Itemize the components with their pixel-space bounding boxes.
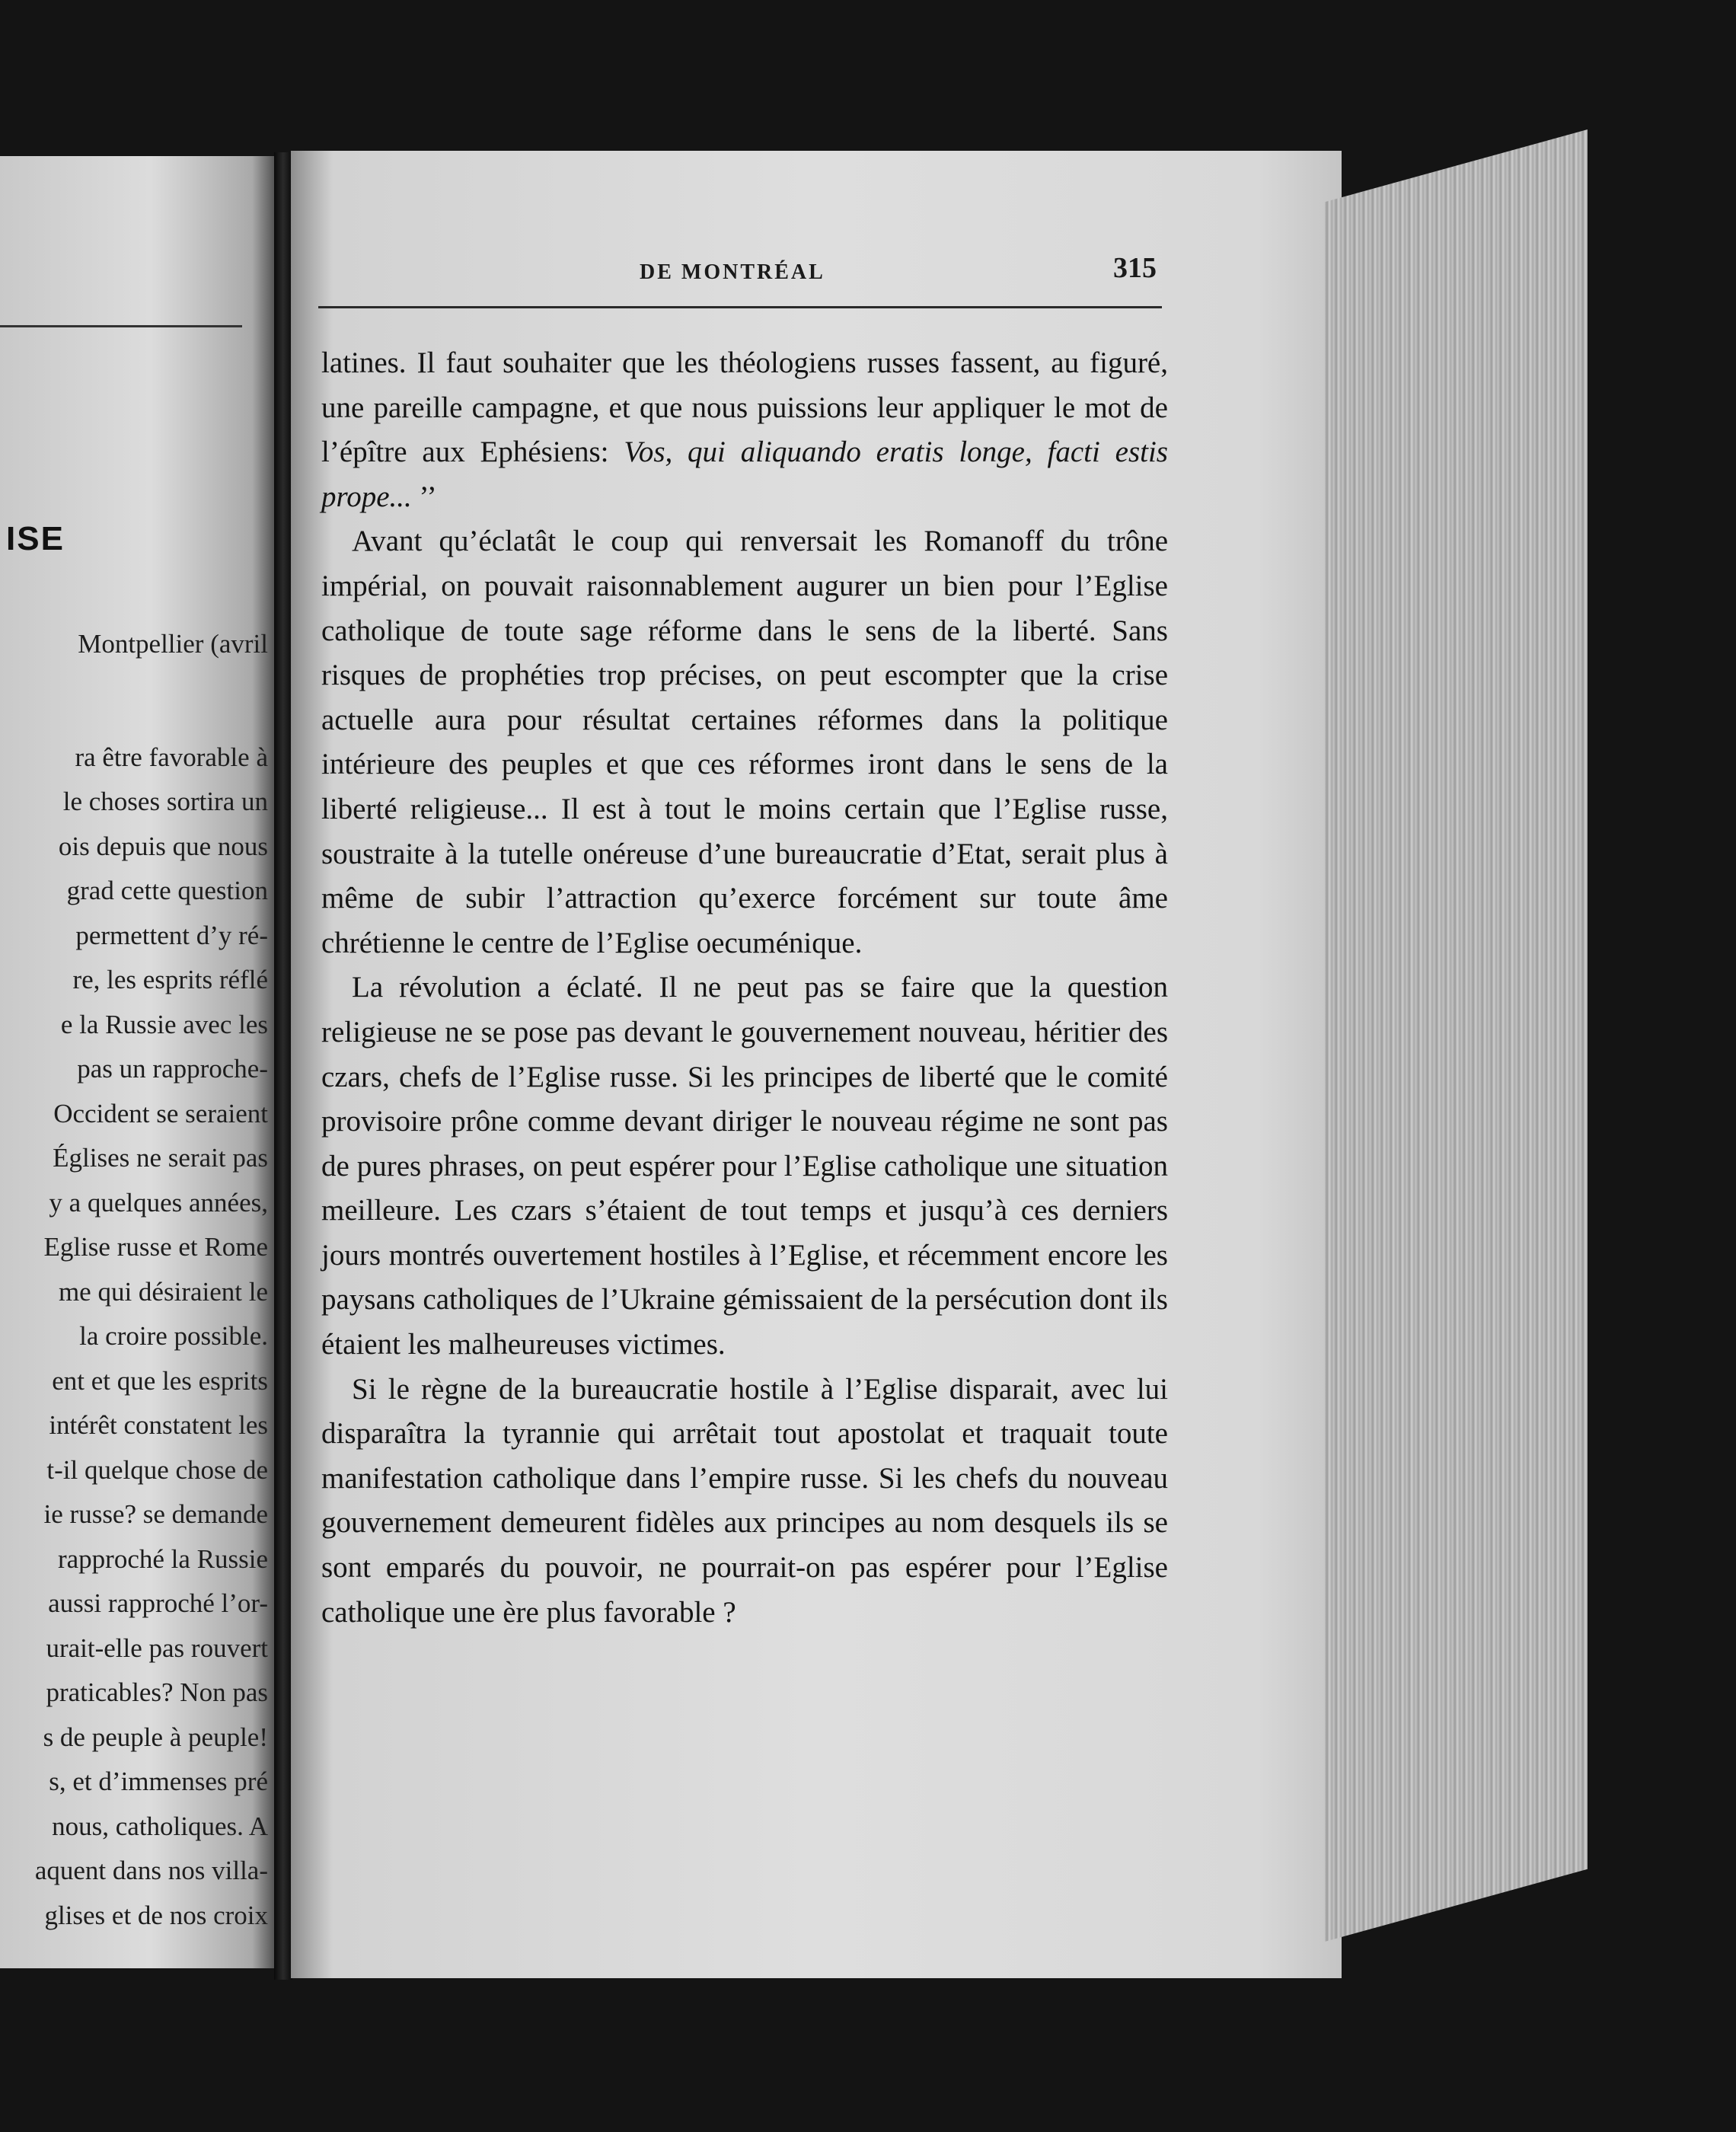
paragraph xyxy=(321,341,1168,519)
paragraph: La révolution a éclaté. Il ne peut pas se faire que la question religieuse ne se pose pas devant le gouvernement nouveau, héritier des czars, chefs de l’Eglise russe. Si les principes de liberté que le comité provisoire prône comme devant diriger le nouveau régime ne sont pas de pures phrases, on peut espérer pour l’Eglise catholique une situation meilleure. Les czars s’étaient de tout temps et jusqu’à ces derniers jours montrés ouvertement hostiles à l’Eglise, et récemment encore les paysans catholiques de l’Ukraine gémissaient de la persécution dont ils étaient les malheureuses victimes. xyxy=(321,971,1168,1361)
left-line: le choses sortira un xyxy=(62,787,268,816)
closing-quote: ’’ xyxy=(411,480,437,513)
left-line: re, les esprits réflé xyxy=(72,965,268,994)
left-line: s, et d’immenses pré xyxy=(49,1767,268,1796)
left-line: Montpellier (avril xyxy=(78,629,268,659)
left-line: Églises ne serait pas xyxy=(53,1143,268,1173)
page-number: 315 xyxy=(1113,252,1157,284)
left-line: t-il quelque chose de xyxy=(46,1454,268,1485)
left-line: ra être favorable à xyxy=(75,742,268,772)
left-line: ie russe? se demande xyxy=(43,1499,268,1529)
left-line: rapproché la Russie xyxy=(57,1543,268,1574)
left-page xyxy=(0,156,274,1968)
left-line: e la Russie avec les xyxy=(60,1009,268,1039)
left-line: la croire possible. xyxy=(79,1321,268,1351)
left-line: glises et de nos croix xyxy=(44,1900,268,1930)
left-line xyxy=(0,667,271,736)
left-line: urait-elle pas rouvert xyxy=(46,1633,268,1663)
left-line: me qui désiraient le xyxy=(58,1276,268,1307)
header-rule xyxy=(318,306,1162,308)
paragraph: Si le règne de la bureaucratie hostile à l’Eglise disparait, avec lui disparaîtra la tyrannie qui arrêtait tout apostolat et traquait toute manifestation catholique dans l’empire russe. Si les chefs du nouveau gouvernement demeurent fidèles aux principes au nom desquels ils se sont emparés du pouvoir, ne pourrait-on pas espérer pour l’Eglise catholique une ère plus favorable ? xyxy=(321,1372,1168,1629)
left-line: grad cette question xyxy=(66,876,268,905)
left-header-rule xyxy=(0,325,242,327)
book-gutter xyxy=(274,152,292,1980)
left-line: praticables? Non pas xyxy=(46,1677,268,1707)
latin-quotation: Vos, qui aliquando eratis longe, facti estis prope... xyxy=(321,436,1168,513)
left-line: ent et que les esprits xyxy=(52,1365,268,1396)
left-line: intérêt constatent les xyxy=(49,1410,268,1440)
left-page-heading: ISE xyxy=(6,520,65,557)
page-edges xyxy=(1325,129,1588,1942)
left-line: Eglise russe et Rome xyxy=(43,1232,268,1262)
left-line: aquent dans nos villa- xyxy=(34,1856,268,1885)
left-line: aussi rapproché l’or- xyxy=(48,1588,268,1618)
left-line: Occident se seraient xyxy=(53,1098,268,1128)
left-line: ois depuis que nous xyxy=(58,831,268,861)
left-line: nous, catholiques. A xyxy=(52,1811,268,1841)
left-page-text xyxy=(0,622,271,1938)
body-text xyxy=(321,341,1168,1635)
paragraph-text: latines. Il faut souhaiter que les théologiens russes fassent, au figuré, une pareille campagne, et que nous puissions leur appliquer le mot de l’épître aux Ephésiens: xyxy=(321,346,1168,469)
left-line: pas un rapproche- xyxy=(77,1054,268,1084)
left-line: y a quelques années, xyxy=(49,1187,268,1218)
left-line: s de peuple à peuple! xyxy=(43,1722,268,1752)
running-header: DE MONTRÉAL xyxy=(640,260,825,284)
left-line: permettent d’y ré- xyxy=(75,920,268,950)
paragraph: Avant qu’éclatât le coup qui renversait les Romanoff du trône impérial, on pouvait raisonnablement augurer un bien pour l’Eglise catholique de toute sage réforme dans le sens de la liberté. Sans risques de prophéties trop précises, on peut escompter que la crise actuelle aura pour résultat certaines réformes dans la politique intérieure des peuples et que ces réformes iront dans le sens de la liberté religieuse... Il est à tout le moins certain que l’Eglise russe, soustraite à la tutelle onéreuse d’une bureaucratie d’Etat, serait plus à même de subir l’attraction qu’exerce forcément sur toute âme chrétienne le centre de l’Eglise oecuménique. xyxy=(321,525,1168,959)
